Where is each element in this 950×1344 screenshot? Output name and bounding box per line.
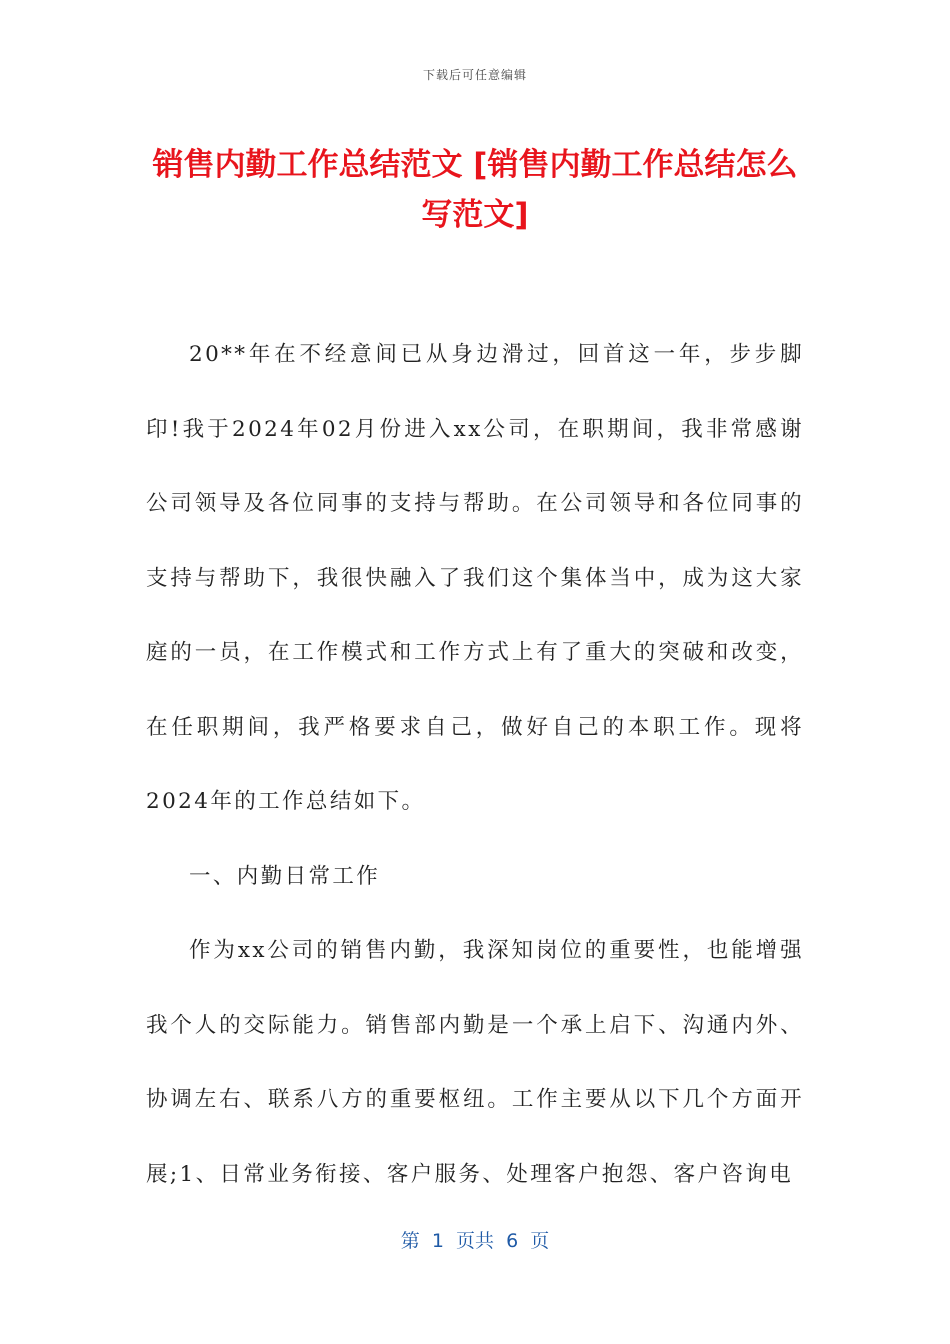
document-body (146, 318, 804, 1212)
paragraph-intro: 20**年在不经意间已从身边滑过，回首这一年，步步脚印!我于2024年02月份进入xx公司，在职期间，我非常感谢公司领导及各位同事的支持与帮助。在公司领导和各位同事的支持与帮助下，我很快融入了我们这个集体当中，成为这大家庭的一员，在工作模式和工作方式上有了重大的突破和改变，在任职期间，我严格要求自己，做好自己的本职工作。现将2024年的工作总结如下。 (146, 342, 804, 814)
page-footer: 第 1 页共 6 页 (400, 1230, 550, 1252)
header-note: 下载后可任意编辑 (422, 68, 527, 82)
section-heading: 一、内勤日常工作 (189, 863, 381, 889)
document-title: 销售内勤工作总结范文 [销售内勤工作总结怎么写范文] (152, 147, 798, 233)
paragraph-section-1: 作为xx公司的销售内勤，我深知岗位的重要性，也能增强我个人的交际能力。销售部内勤是一个承上启下、沟通内外、协调左右、联系八方的重要枢纽。工作主要从以下几个方面开展;1、日常业务衔接、客户服务、处理客户抱怨、客户咨询电 (146, 938, 804, 1187)
